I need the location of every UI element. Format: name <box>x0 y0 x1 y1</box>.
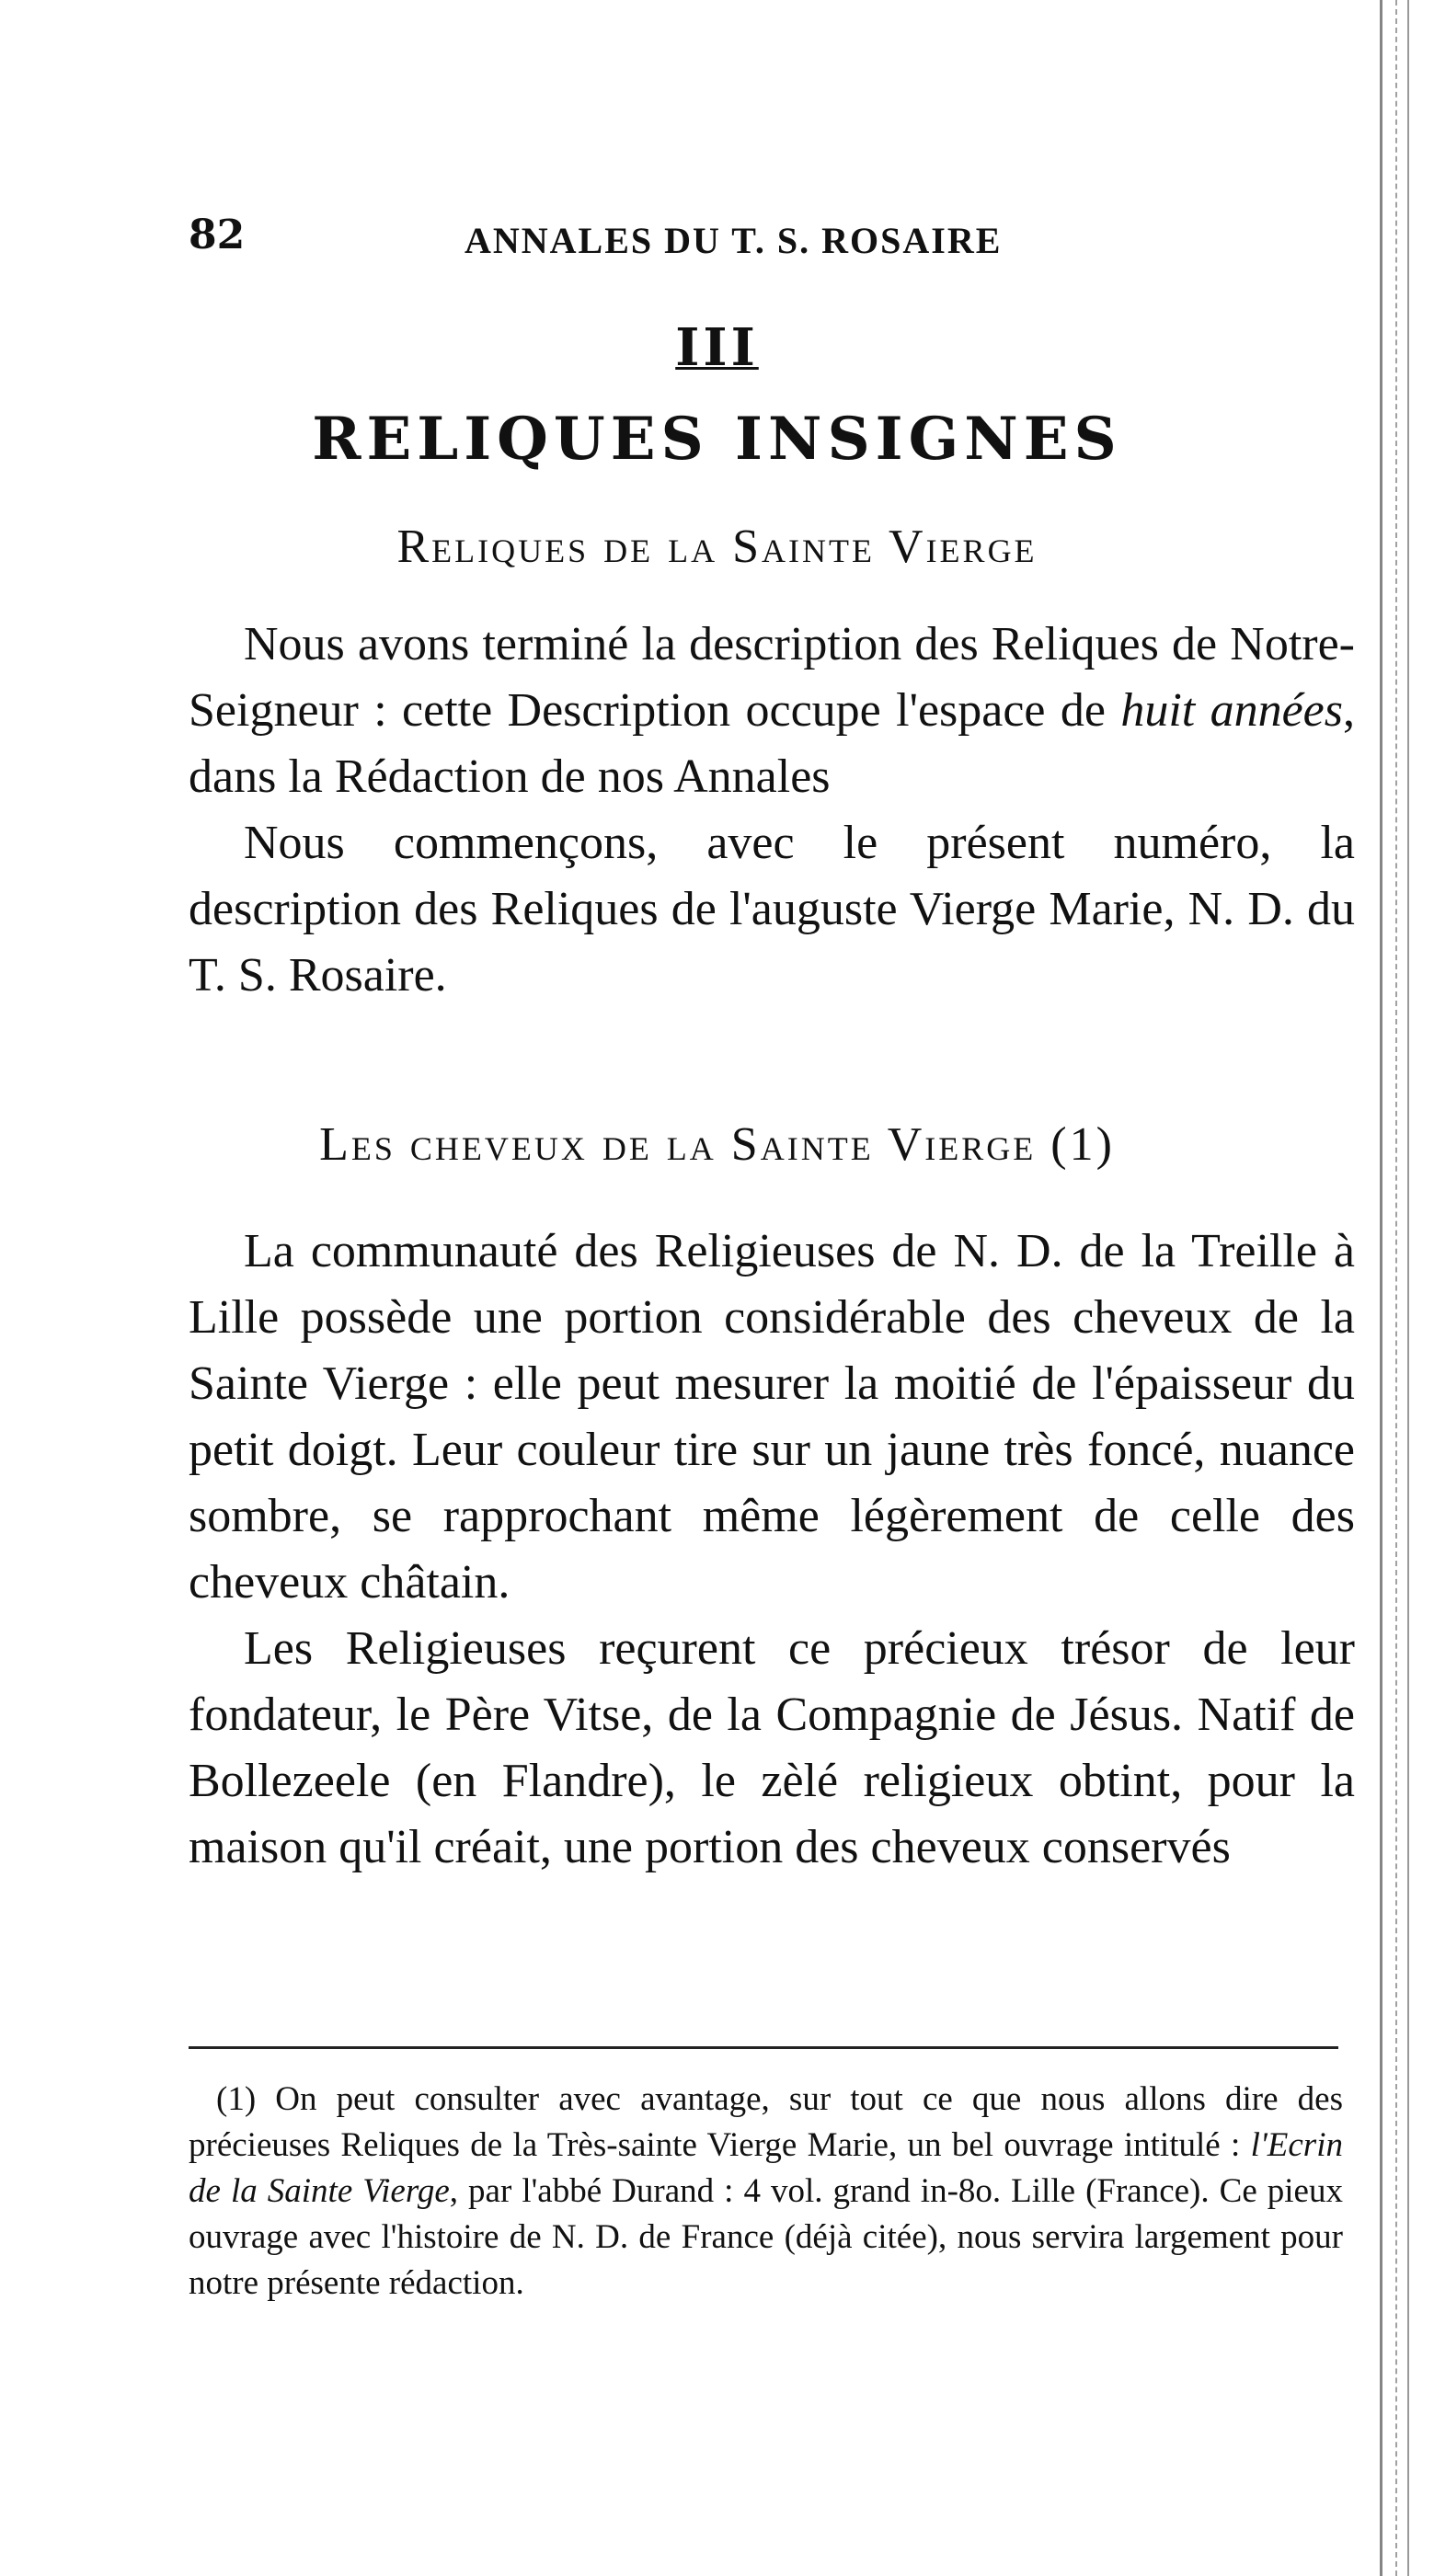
chapter-paragraph-1: La communauté des Religieuses de N. D. de la Treille à Lille possède une portion considérable des cheveux de la Sainte Vierge : elle peut mesurer la moitié de l'épaisseur du petit doigt. Leur couleur tire sur un jaune très foncé, nuance sombre, se rapprochant même légèrement de celle des cheveux châtain. <box>189 1225 1355 1609</box>
binding-edge <box>1380 0 1397 2576</box>
page-header <box>189 212 1375 267</box>
running-title: ANNALES DU T. S. ROSAIRE <box>465 220 1003 261</box>
binding-edge-line <box>1407 0 1413 2576</box>
page-number: 82 <box>189 212 246 258</box>
chapter-paragraph-2: Les Religieuses reçurent ce précieux trésor de leur fondateur, le Père Vitse, de la Compagnie de Jésus. Natif de Bollezeele (en Flandre), le zèlé religieux obtint, pour la maison qu'il créait, une portion des cheveux conservés <box>189 1622 1355 1873</box>
intro-paragraph-2: Nous commençons, avec le présent numéro, la description des Reliques de l'auguste Vierge Marie, N. D. du T. S. Rosaire. <box>189 817 1355 1002</box>
footnote-divider <box>189 2046 1338 2049</box>
section-number: III <box>675 317 759 378</box>
section-title: RELIQUES INSIGNES <box>312 405 1122 474</box>
intro-paragraph-1: Nous avons terminé la description des Reliques de Notre-Seigneur : cette Description occupe l'espace de huit années, dans la Rédaction de nos Annales <box>189 618 1355 803</box>
footnote-text: (1) On peut consulter avec avantage, sur tout ce que nous allons dire des précieuses Reliques de la Très-sainte Vierge Marie, un bel ouvrage intitulé : l'Ecrin de la Sainte Vierge, par l'abbé Durand : 4 vol. grand in-8o. Lille (France). Ce pieux ouvrage avec l'histoire de N. D. de France (déjà citée), nous servira largement pour notre présente rédaction. <box>189 2080 1343 2302</box>
intro-text <box>189 612 1355 1009</box>
chapter-text <box>189 1219 1355 1881</box>
footnote-book-title: l'Ecrin de la Sainte Vierge <box>189 2126 1343 2210</box>
emphasis-text: huit années <box>1120 684 1343 737</box>
section-subtitle: Reliques de la Sainte Vierge <box>396 521 1038 573</box>
footnote <box>189 2077 1343 2307</box>
chapter-title: Les cheveux de la Sainte Vierge (1) <box>319 1118 1115 1171</box>
